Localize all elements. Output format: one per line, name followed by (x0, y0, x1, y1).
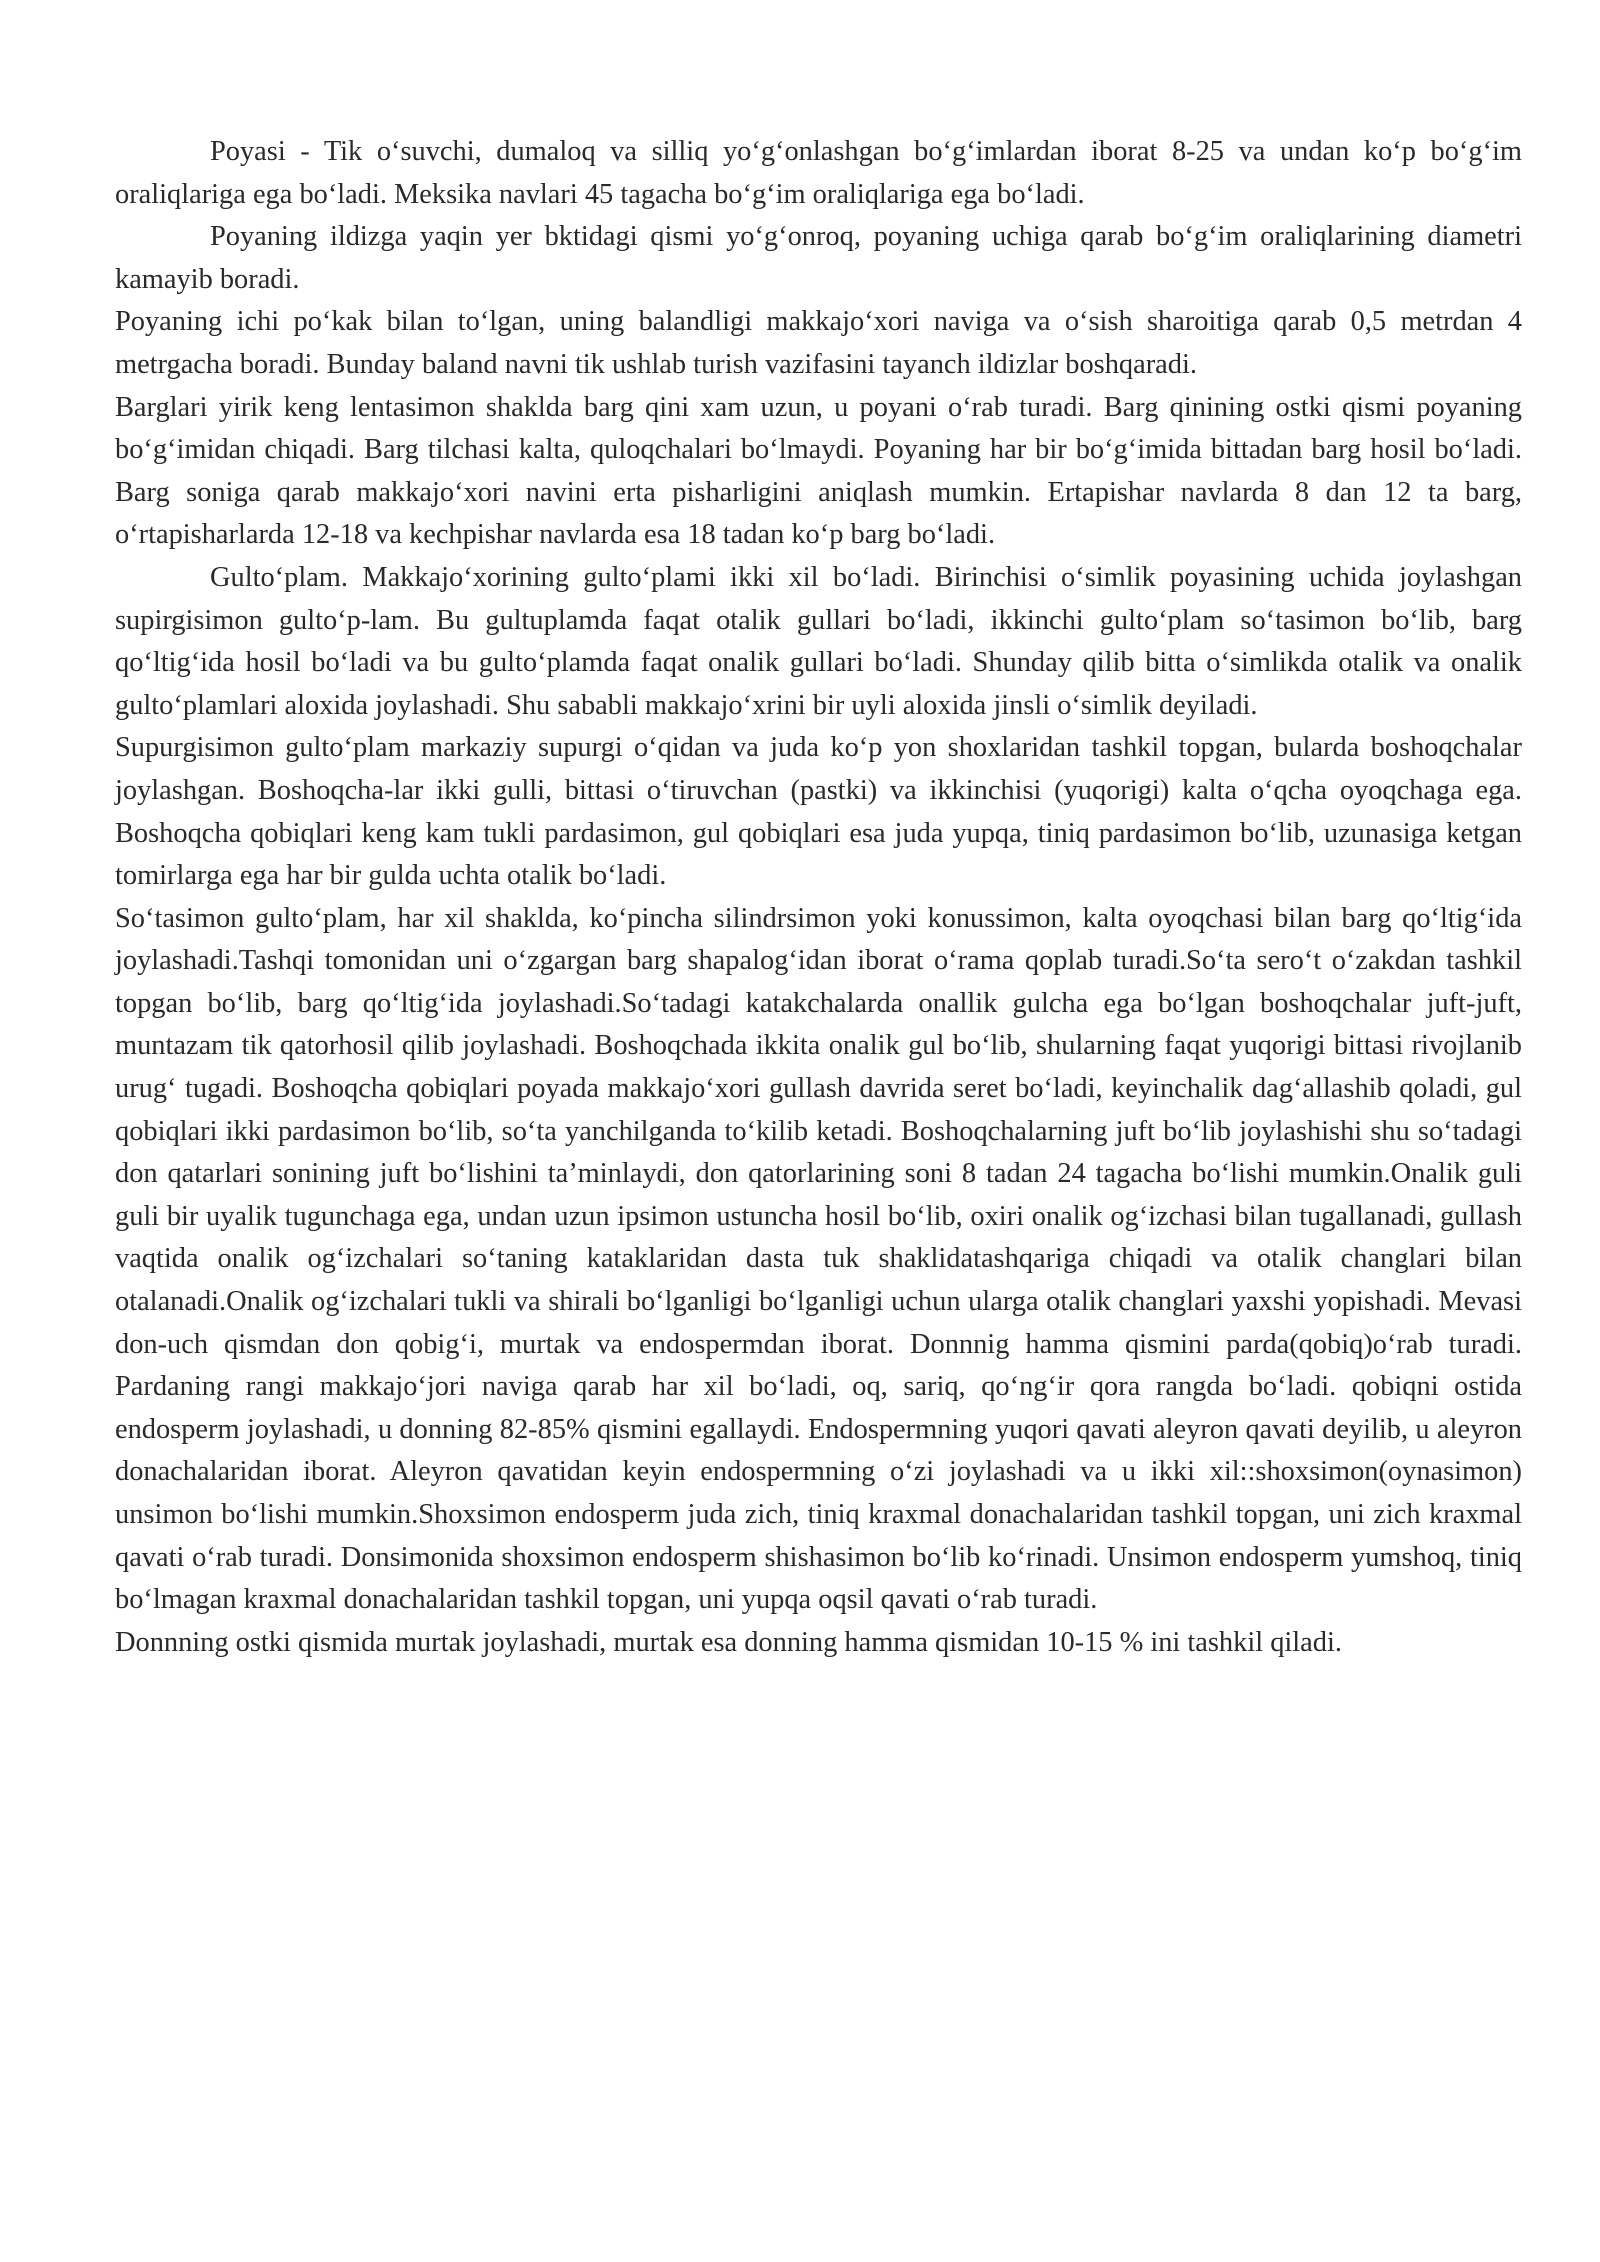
paragraph-ear: So‘tasimon gulto‘plam, har xil shaklda, ko‘pincha silindrsimon yoki konussimon, kalta oyoqchasi bilan barg qo‘ltig‘ida joylashadi.Tashqi tomonidan uni o‘zgargan barg shapalog‘idan iborat o‘rama qoplab turadi.So‘ta sero‘t o‘zakdan tashkil topgan bo‘lib, barg qo‘ltig‘ida joylashadi.So‘tadagi katakchalarda onallik gulcha ega bo‘lgan boshoqchalar juft-juft, muntazam tik qatorhosil qilib joylashadi. Boshoqchada ikkita onalik gul bo‘lib, shularning faqat yuqorigi bittasi rivojlanib urug‘ tugadi. Boshoqcha qobiqlari poyada makkajo‘xori gullash davrida seret bo‘ladi, keyinchalik dag‘allashib qoladi, gul qobiqlari ikki pardasimon bo‘lib, so‘ta yanchilganda to‘kilib ketadi. Boshoqchalarning juft bo‘lib joylashishi shu so‘tadagi don qatarlari sonining juft bo‘lishini ta’minlaydi, don qatorlarining soni 8 tadan 24 tagacha bo‘lishi mumkin.Onalik guli guli bir uyalik tugunchaga ega, undan uzun ipsimon ustuncha hosil bo‘lib, oxiri onalik og‘izchasi bilan tugallanadi, gullash vaqtida onalik og‘izchalari so‘taning kataklaridan dasta tuk shaklidatashqariga chiqadi va otalik changlari bilan otalanadi.Onalik og‘izchalari tukli va shirali bo‘lganligi bo‘lganligi uchun ularga otalik changlari yaxshi yopishadi. Mevasi don-uch qismdan don qobig‘i, murtak va endospermdan iborat. Donnnig hamma qismini parda(qobiq)o‘rab turadi. Pardaning rangi makkajo‘jori naviga qarab har xil bo‘ladi, oq, sariq, qo‘ng‘ir qora rangda bo‘ladi. qobiqni ostida endosperm joylashadi, u donning 82-85% qismini egallaydi. Endospermning yuqori qavati aleyron qavati deyilib, u aleyron donachalaridan iborat. Aleyron qavatidan keyin endospermning o‘zi joylashadi va u ikki xil::shoxsimon(oynasimon) unsimon bo‘lishi mumkin.Shoxsimon endosperm juda zich, tiniq kraxmal donachalaridan tashkil topgan, uni zich kraxmal qavati o‘rab turadi. Donsimonida shoxsimon endosperm shishasimon bo‘lib ko‘rinadi. Unsimon endosperm yumshoq, tiniq bo‘lmagan kraxmal donachalaridan tashkil topgan, uni yupqa oqsil qavati o‘rab turadi. (115, 902, 1522, 1616)
paragraph-stem: Poyasi - Tik o‘suvchi, dumaloq va silliq yo‘g‘onlashgan bo‘g‘imlardan iborat 8-25 va undan ko‘p bo‘g‘im oraliqlariga ega bo‘ladi. Meksika navlari 45 tagacha bo‘g‘im oraliqlariga ega bo‘ladi. (115, 136, 1522, 210)
paragraph-leaves: Barglari yirik keng lentasimon shaklda barg qini xam uzun, u poyani o‘rab turadi. Barg qinining ostki qismi poyaning bo‘g‘imidan chiqadi. Barg tilchasi kalta, quloqchalari bo‘lmaydi. Poyaning har bir bo‘g‘imida bittadan barg hosil bo‘ladi. Barg soniga qarab makkajo‘xori navini erta pisharligini aniqlash mumkin. Ertapishar navlarda 8 dan 12 ta barg, o‘rtapisharlarda 12-18 va kechpishar navlarda esa 18 tadan ko‘p barg bo‘ladi. (115, 391, 1522, 551)
paragraph-tassel: Supurgisimon gulto‘plam markaziy supurgi o‘qidan va juda ko‘p yon shoxlaridan tashkil topgan, bularda boshoqchalar joylashgan. Boshoqcha-lar ikki gulli, bittasi o‘tiruvchan (pastki) va ikkinchisi (yuqorigi) kalta o‘qcha oyoqchaga ega. Boshoqcha qobiqlari keng kam tukli pardasimon, gul qobiqlari esa juda yupqa, tiniq pardasimon bo‘lib, uzunasiga ketgan tomirlarga ega har bir gulda uchta otalik bo‘ladi. (115, 732, 1522, 892)
document-body (115, 131, 1522, 1664)
paragraph-inflorescence: Gulto‘plam. Makkajo‘xorining gulto‘plami ikki xil bo‘ladi. Birinchisi o‘simlik poyasining uchida joylashgan supirgisimon gulto‘p-lam. Bu gultuplamda faqat otalik gullari bo‘ladi, ikkinchi gulto‘plam so‘tasimon bo‘lib, barg qo‘ltig‘ida hosil bo‘ladi va bu gulto‘plamda faqat onalik gullari bo‘ladi. Shunday qilib bitta o‘simlikda otalik va onalik gulto‘plamlari aloxida joylashadi. Shu sababli makkajo‘xrini bir uyli aloxida jinsli o‘simlik deyiladi. (115, 561, 1522, 721)
paragraph-stem-height: Poyaning ichi po‘kak bilan to‘lgan, uning balandligi makkajo‘xori naviga va o‘sish sharoitiga qarab 0,5 metrdan 4 metrgacha boradi. Bunday baland navni tik ushlab turish vazifasini tayanch ildizlar boshqaradi. (115, 306, 1522, 380)
paragraph-stem-diameter: Poyaning ildizga yaqin yer bktidagi qismi yo‘g‘onroq, poyaning uchiga qarab bo‘g‘im oraliqlarining diametri kamayib boradi. (115, 221, 1522, 295)
paragraph-embryo: Donnning ostki qismida murtak joylashadi, murtak esa donning hamma qismidan 10-15 % ini tashkil qiladi. (115, 1626, 1342, 1658)
